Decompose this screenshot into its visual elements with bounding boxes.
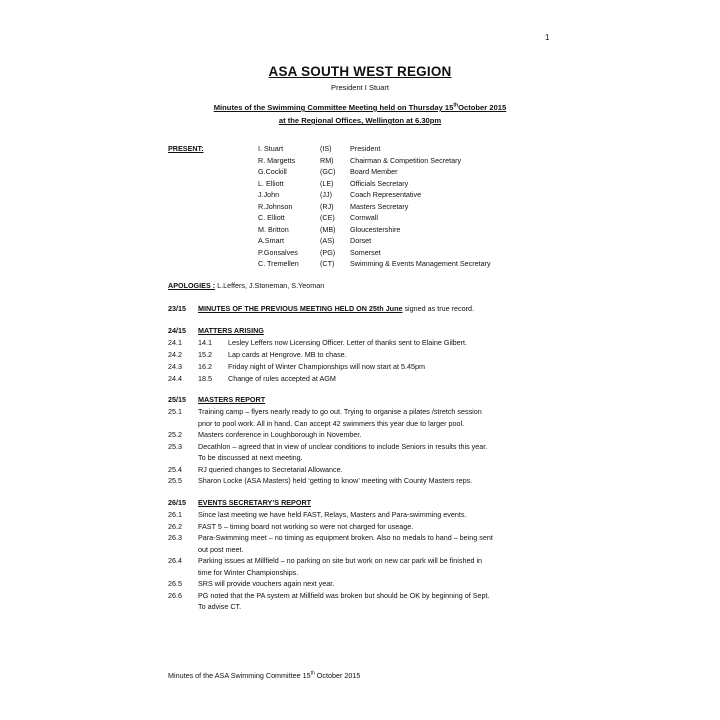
item-text: Change of rules accepted at AGM (228, 374, 336, 383)
item-text: Friday night of Winter Championships will now start at 5.45pm (228, 362, 425, 371)
document-page: 1 ASA SOUTH WEST REGION President I Stuart Minutes of the Swimming Committee Meeting held on Thursday 15thOctober 2015 at the Regional Offices, Wellington at 6.30pm PRESENT: I. Stuart (IS) President R. Margetts RM) Chairman & Competition Secretary G.Cockill (GC) Board Member L. Elliott (LE) Officials Secretary J.John (JJ) Coach Representative R.Johnson (RJ) Masters Secretary C. Elliott (CE) Cornwall M. Britton (MB) Gloucestershire A.Smart (AS) Dorset P.Gonsalves (PG) Somerset C. Tremellen (CT) Swimming & Events Management Secretary APOLOGIES : L.Leffers, J.Stoneman, S.Yeoman 23/15 MINUTES OF THE PREVIOUS MEETING HELD ON 25th June signed as true record. 24/15 MATTERS ARISING 24.1 14.1 Lesley Leffers now Licensing Officer. Letter of thanks sent to Elaine Gilbert. 24.2 15.2 Lap cards at Hengrove. MB to chase. 24.3 16.2 Friday night of Winter Championships will now start at 5.45pm 24.4 18.5 Change of rules accepted at AGM 25/15 MASTERS REPORT 25.1 Training camp – flyers nearly ready to go out. Trying to organise a pilates /stretch session prior to pool work. All in hand. Can accept 42 swimmers this year due to larger pool. 25.2 Masters conference in Loughborough in November. 25.3 Decathlon – agreed that in view of unclear conditions to include Seniors in results this year. To be discussed at next meeting. 25.4 RJ queried changes to Secretarial Allowance. 25.5 Sharon Locke (ASA Masters) held ‘getting to know’ meeting with County Masters reps. 26/15 EVENTS SECRETARY’S REPORT 26.1 Since last meeting we have held FAST, Relays, Masters and Para-swimming events. 26.2 FAST 5 – timing board not working so were not charged for useage. 26.3 Para-Swimming meet – no timing as equipment broken. Also no medals to hand – being sent out post meet. 26.4 Parking issues at Millfield – no parking on site but work on new car park will be finished in time for Winter Championships. 26.5 SRS will provide vouchers again next year. 26.6 PG noted that the PA system at Millfield was broken but should be OK by beginning of Sept. To advise CT. Minutes of the ASA Swimming Committee 15th October 2015 (0, 0, 720, 720)
item-text-continued: time for Winter Championships. (198, 567, 299, 577)
item-number: 26.4 (168, 556, 182, 565)
section-title: MATTERS ARISING (198, 326, 264, 335)
item-text: Training camp – flyers nearly ready to go out. Trying to organise a pilates /stretch session (198, 407, 482, 416)
present-label: PRESENT: (168, 144, 204, 153)
section-23-line (198, 304, 474, 313)
item-text: PG noted that the PA system at Millfield was broken but should be OK by beginning of Sept. (198, 590, 490, 600)
document-subtitle: President I Stuart (331, 83, 389, 92)
item-text: Parking issues at Millfield – no parking on site but work on new car park will be finished in (198, 556, 483, 565)
item-reference: 14.1 (198, 338, 212, 347)
page-number: 1 (545, 33, 550, 42)
item-text: Lesley Leffers now Licensing Officer. Letter of thanks sent to Elaine Gilbert. (228, 338, 468, 347)
meeting-heading-line1: Minutes of the Swimming Committee Meeting held on Thursday 15thOctober 2015 (213, 102, 507, 112)
section-number: 25/15 (168, 395, 186, 404)
section-title: MASTERS REPORT (198, 395, 266, 404)
item-number: 25.2 (168, 430, 182, 439)
item-number: 26.6 (168, 590, 182, 600)
item-text: RJ queried changes to Secretarial Allowance. (198, 464, 343, 474)
item-number: 24.2 (168, 350, 182, 359)
item-number: 24.1 (168, 338, 182, 347)
section-number: 24/15 (168, 326, 186, 335)
item-text-continued: prior to pool work. All in hand. Can accept 42 swimmers this year due to larger pool. (198, 418, 465, 428)
item-text-continued: To advise CT. (198, 602, 242, 611)
document-title: ASA SOUTH WEST REGION (268, 64, 452, 79)
item-text-continued: To be discussed at next meeting. (198, 453, 303, 462)
item-number: 25.4 (168, 464, 182, 474)
item-number: 26.2 (168, 521, 182, 531)
apologies (168, 281, 324, 290)
item-reference: 15.2 (198, 350, 212, 359)
item-number: 25.3 (168, 441, 182, 451)
item-number: 26.1 (168, 510, 182, 519)
item-text: Decathlon – agreed that in view of unclear conditions to include Seniors in results this year. (198, 441, 488, 451)
section-title: MINUTES OF THE PREVIOUS MEETING HELD ON 25th June (198, 304, 403, 313)
item-number: 24.4 (168, 374, 182, 383)
item-number: 24.3 (168, 362, 182, 371)
item-text: FAST 5 – timing board not working so were not charged for useage. (198, 521, 414, 531)
apologies-label: APOLOGIES : (168, 281, 216, 290)
section-number: 23/15 (168, 304, 186, 313)
page-footer: Minutes of the ASA Swimming Committee 15th October 2015 (168, 670, 361, 680)
item-text: Masters conference in Loughborough in November. (198, 430, 362, 439)
item-text: Para-Swimming meet – no timing as equipment broken. Also no medals to hand – being sent (198, 533, 493, 542)
section-title: EVENTS SECRETARY’S REPORT (198, 498, 312, 507)
item-number: 26.5 (168, 579, 182, 588)
section-tail: signed as true record. (402, 304, 474, 313)
section-number: 26/15 (168, 498, 186, 507)
item-text: Sharon Locke (ASA Masters) held ‘getting to know’ meeting with County Masters reps. (198, 476, 473, 485)
item-number: 25.5 (168, 476, 182, 485)
item-text-continued: out post meet. (198, 544, 244, 554)
item-text: Since last meeting we have held FAST, Relays, Masters and Para-swimming events. (198, 510, 467, 519)
item-number: 25.1 (168, 407, 182, 416)
item-number: 26.3 (168, 533, 182, 542)
item-reference: 16.2 (198, 362, 212, 371)
meeting-heading-line2: at the Regional Offices, Wellington at 6.30pm (278, 116, 442, 125)
item-text: Lap cards at Hengrove. MB to chase. (228, 350, 347, 359)
apologies-text: L.Leffers, J.Stoneman, S.Yeoman (215, 281, 325, 290)
item-reference: 18.5 (198, 374, 212, 383)
item-text: SRS will provide vouchers again next year. (198, 579, 335, 588)
